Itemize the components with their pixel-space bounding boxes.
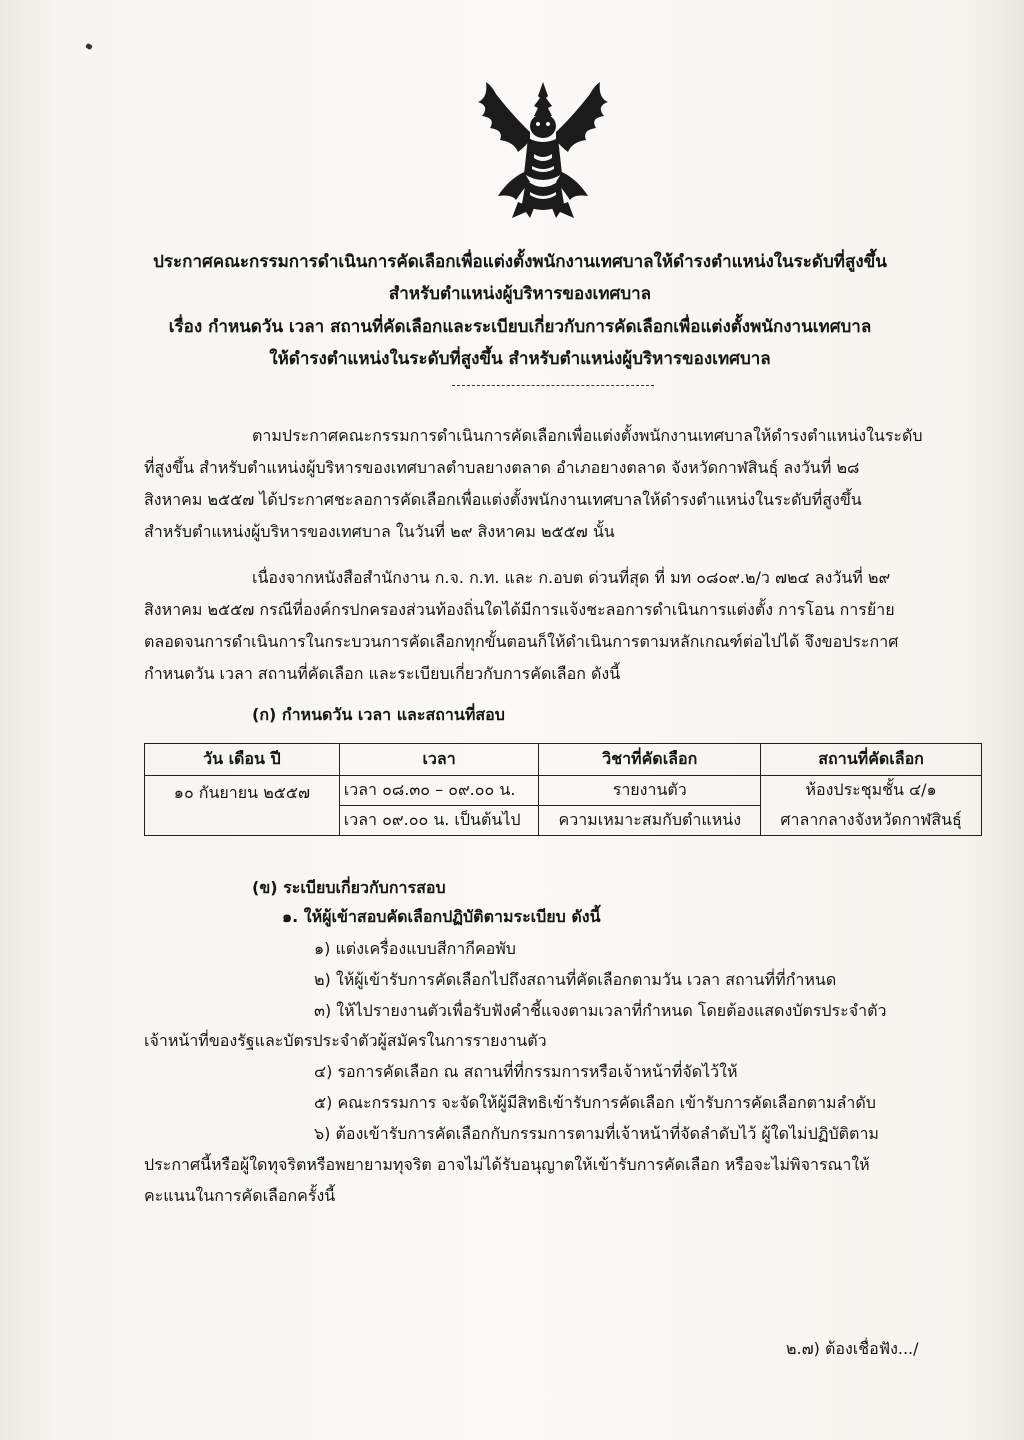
page-continuation-note: ๒.๗) ต้องเชื่อฟัง.../	[786, 1339, 919, 1358]
paragraph1-line: ที่สูงขึ้น สำหรับตำแหน่งผู้บริหารของเทศบาลตำบลยางตลาด อำเภอยางตลาด จังหวัดกาฬสินธุ์ ลงวันที่ ๒๘	[144, 458, 860, 477]
title-line-2: สำหรับตำแหน่งผู้บริหารของเทศบาล	[388, 284, 652, 304]
table-header-row	[145, 744, 982, 776]
paragraph1-line: สิงหาคม ๒๕๕๗ ได้ประกาศชะลอการคัดเลือกเพื่อแต่งตั้งพนักงานเทศบาลให้ดำรงตำแหน่งในระดับที่สูงขึ้น	[144, 490, 862, 509]
cell-subject: รายงานตัว	[539, 776, 761, 806]
paragraph2-line: สิงหาคม ๒๕๕๗ กรณีที่องค์กรปกครองส่วนท้องถิ่นใดได้มีการแจ้งชะลอการดำเนินการแต่งตั้ง การโอน การย้าย	[144, 600, 895, 619]
section-b-heading: (ข) ระเบียบเกี่ยวกับการสอบ	[252, 878, 446, 897]
paragraph2-line: ตลอดจนการดำเนินการในกระบวนการคัดเลือกทุกขั้นตอนก็ให้ดำเนินการตามหลักเกณฑ์ต่อไปได้ จึงขอประกาศ	[144, 632, 899, 651]
cell-time: เวลา ๐๘.๓๐ – ๐๙.๐๐ น.	[339, 776, 539, 806]
garuda-emblem-icon	[468, 76, 618, 226]
list-item-continuation: ประกาศนี้หรือผู้ใดทุจริตหรือพยายามทุจริต อาจไม่ได้รับอนุญาตให้เข้ารับการคัดเลือก หรือจะไม่พิจารณาให้	[144, 1155, 870, 1174]
list-item-continuation: คะแนนในการคัดเลือกครั้งนี้	[144, 1186, 336, 1205]
list-item: ๔) รอการคัดเลือก ณ สถานที่ที่กรรมการหรือเจ้าหน้าที่จัดไว้ให้	[314, 1062, 738, 1081]
header-date: วัน เดือน ปี	[145, 744, 340, 776]
title-divider	[452, 385, 654, 386]
title-line-1: ประกาศคณะกรรมการดำเนินการคัดเลือกเพื่อแต่งตั้งพนักงานเทศบาลให้ดำรงตำแหน่งในระดับที่สูงขึ้น	[153, 252, 887, 272]
list-item: ๕) คณะกรรมการ จะจัดให้ผู้มีสิทธิเข้ารับการคัดเลือก เข้ารับการคัดเลือกตามลำดับ	[314, 1093, 876, 1112]
list-item: ๖) ต้องเข้ารับการคัดเลือกกับกรรมการตามที่เจ้าหน้าที่จัดลำดับไว้ ผู้ใดไม่ปฏิบัติตาม	[314, 1124, 879, 1143]
list-item: ๑) แต่งเครื่องแบบสีกากีคอพับ	[314, 939, 516, 958]
paragraph1-line: ตามประกาศคณะกรรมการดำเนินการคัดเลือกเพื่อแต่งตั้งพนักงานเทศบาลให้ดำรงตำแหน่งในระดับ	[252, 426, 923, 445]
section-a-heading: (ก) กำหนดวัน เวลา และสถานที่สอบ	[252, 705, 505, 724]
title-line-3: เรื่อง กำหนดวัน เวลา สถานที่คัดเลือกและระเบียบเกี่ยวกับการคัดเลือกเพื่อแต่งตั้งพนักงานเทศบาล	[168, 317, 872, 337]
header-subject: วิชาที่คัดเลือก	[539, 744, 761, 776]
cell-place: ห้องประชุมชั้น ๔/๑	[761, 776, 982, 806]
header-place: สถานที่คัดเลือก	[761, 744, 982, 776]
schedule-table	[144, 743, 982, 836]
ink-speck	[85, 43, 93, 50]
list-item: ๓) ให้ไปรายงานตัวเพื่อรับฟังคำชี้แจงตามเวลาที่กำหนด โดยต้องแสดงบัตรประจำตัว	[314, 1001, 887, 1020]
title-line-4: ให้ดำรงตำแหน่งในระดับที่สูงขึ้น สำหรับตำแหน่งผู้บริหารของเทศบาล	[269, 349, 771, 369]
cell-time: เวลา ๐๙.๐๐ น. เป็นต้นไป	[339, 806, 539, 836]
table-row	[145, 776, 982, 806]
rule-1-heading: ๑. ให้ผู้เข้าสอบคัดเลือกปฏิบัติตามระเบียบ ดังนี้	[282, 907, 601, 926]
cell-date: ๑๐ กันยายน ๒๕๕๗	[145, 776, 340, 836]
cell-subject: ความเหมาะสมกับตำแหน่ง	[539, 806, 761, 836]
paragraph2-line: เนื่องจากหนังสือสำนักงาน ก.จ. ก.ท. และ ก.อบต ด่วนที่สุด ที่ มท ๐๘๐๙.๒/ว ๗๒๔ ลงวันที่ ๒๙	[252, 568, 891, 587]
header-time: เวลา	[339, 744, 539, 776]
list-item: ๒) ให้ผู้เข้ารับการคัดเลือกไปถึงสถานที่คัดเลือกตามวัน เวลา สถานที่ที่กำหนด	[314, 970, 837, 989]
paragraph1-line: สำหรับตำแหน่งผู้บริหารของเทศบาล ในวันที่ ๒๙ สิงหาคม ๒๕๕๗ นั้น	[144, 522, 615, 541]
paragraph2-line: กำหนดวัน เวลา สถานที่คัดเลือก และระเบียบเกี่ยวกับการคัดเลือก ดังนี้	[144, 664, 621, 683]
cell-place: ศาลากลางจังหวัดกาฬสินธุ์	[761, 806, 982, 836]
list-item-continuation: เจ้าหน้าที่ของรัฐและบัตรประจำตัวผู้สมัครในการรายงานตัว	[144, 1031, 547, 1050]
